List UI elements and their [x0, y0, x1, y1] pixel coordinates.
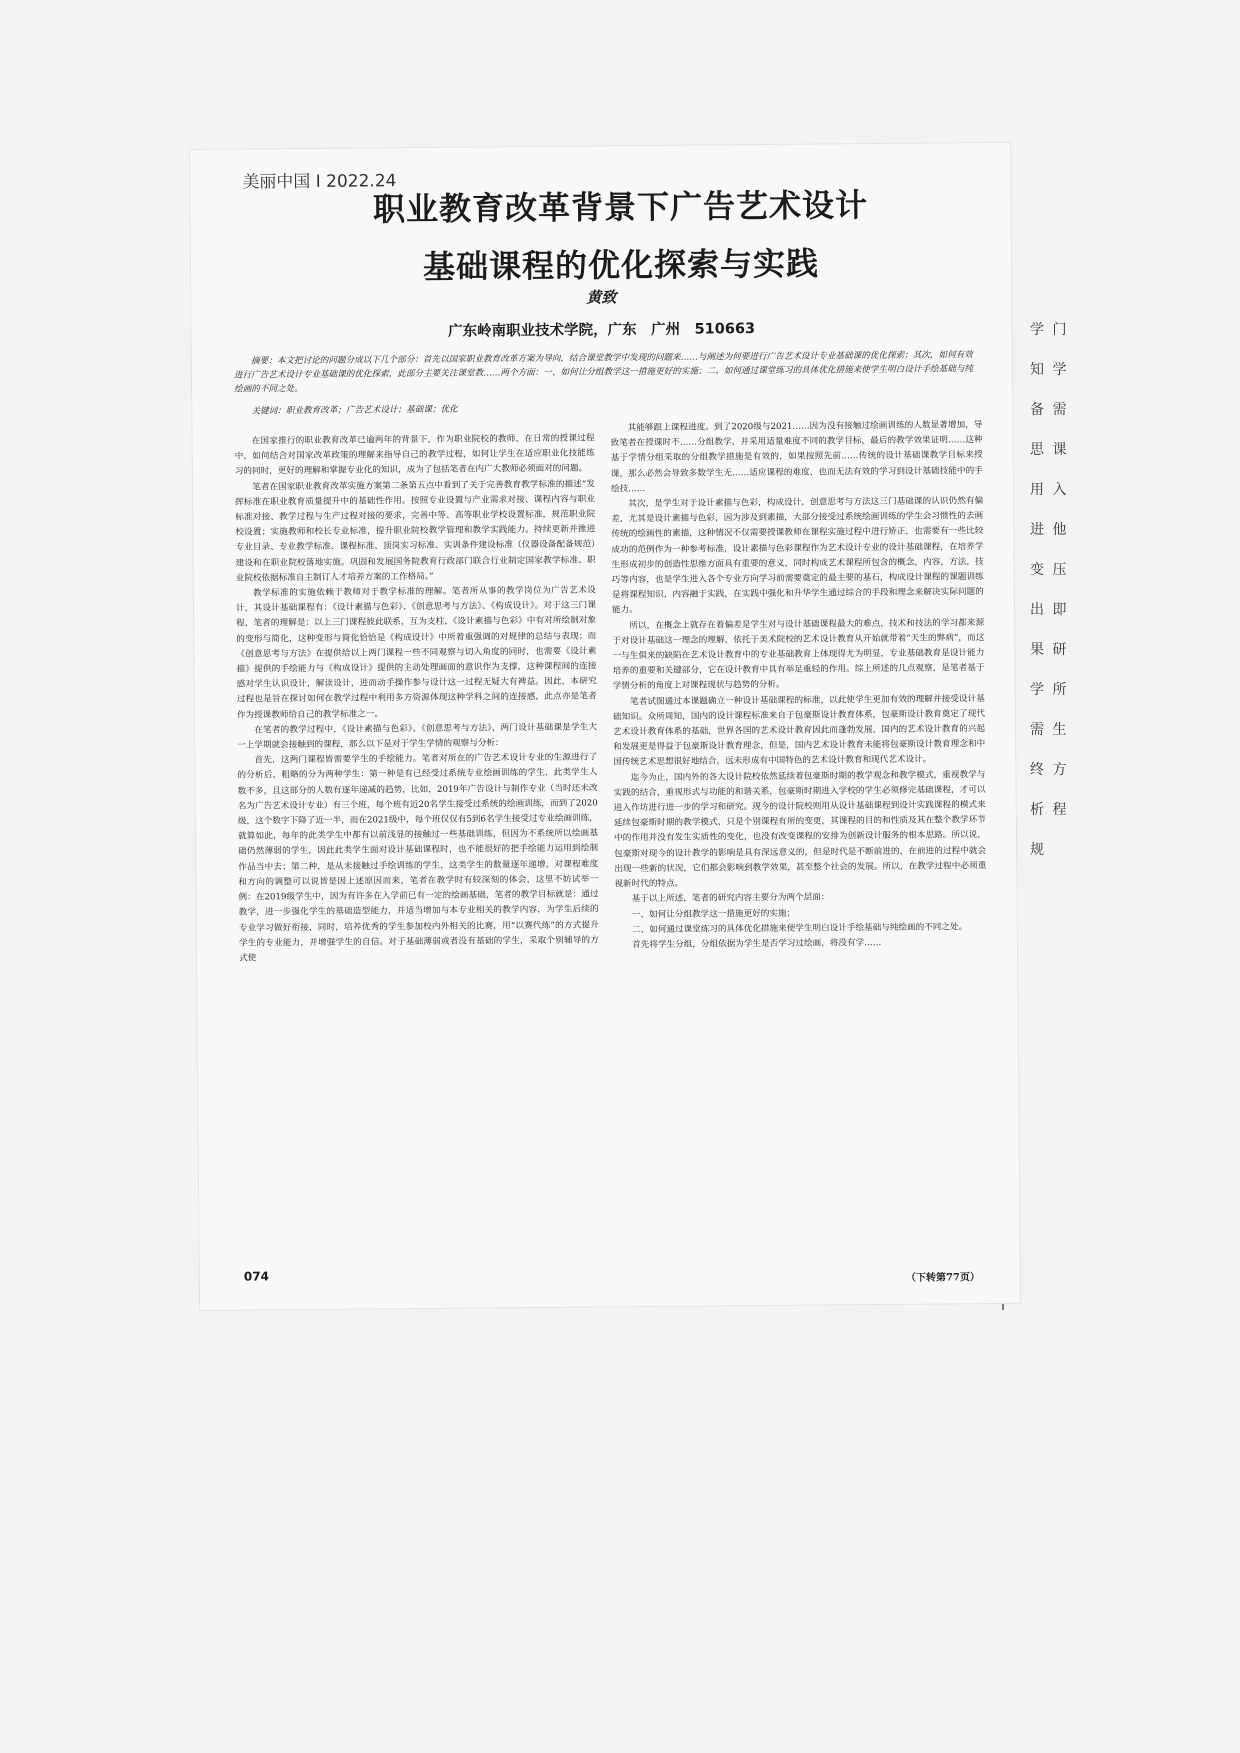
paragraph: 笔者在国家职业教育改革实施方案第二条第五点中看到了关于完善教育教学标准的描述“发挥标准在职业教育质量提升中的基础性作用。按照专业设置与产业需求对接、课程内容与职业标准对接、教学过程与生产过程对接的要求，完善中等、高等职业学校设置标准，规范职业院校设置；实施教师和校长专业标准，提升职业院校教学管理和教学实践能力。持续更新并推进专业目录、专业教学标准、课程标准、顶岗实习标准、实训条件建设标准（仪器设备配备规范）建设和在职业院校落地实施。巩固和发展国务院教育行政部门联合行业制定国家教学标准、职业院校依据标准自主制订人才培养方案的工作格局。”	[235, 479, 596, 584]
paragraph: 首先，这两门课程皆需要学生的手绘能力。笔者对所在的广告艺术设计专业的生源进行了的分析后，粗略的分为两种学生：第一种是有已经受过系统专业绘画训练的学生，此类学生人数不多，且这部分的人数有逐年递减的趋势，比如，2019年广告设计与制作专业（当时还未改名为广告艺术设计专业）有三个班，每个班有近20名学生接受过系统的绘画训练，而到了2020级，这个数字下降了近一半，而在2021级中，每个班仅仅有5到6名学生接受过专业绘画训练，就算如此，每年的此类学生中都有以前浅显的接触过一些基础训练，但因为不系统所以绘画基础仍然薄弱的学生，因此此类学生面对设计基础课程时，也不能很好的把手绘能力运用到绘制作品当中去；第二种，是从未接触过手绘训练的学生，这类学生的数量逐年递增，对课程难度和方向的调整可以说皆是因上述原因而来，笔者在教学时有较深刻的体会，这里不妨试举一例：在2019级学生中，因为有许多在入学前已有一定的绘画基础，笔者的教学目标就是：通过教学，进一步强化学生的基础造型能力，并适当增加与本专业相关的教学内容，为学生后续的专业学习做好衔接，同时，培养优秀的学生参加校内外相关的比赛，用“以赛代练”的方式提升学生的专业能力，并增强学生的自信。对于基础薄弱或者没有基础的学生，采取个别辅导的方式使	[237, 752, 599, 964]
title-line-1: 职业教育改革背景下广告艺术设计	[372, 186, 869, 229]
paragraph: 在国家推行的职业教育改革已逾两年的背景下，作为职业院校的教师，在日常的授课过程中，如何结合对国家改革政策的理解来指导自己的教学过程，如何让学生在适应职业化技能练习的同时，更好的理解和掌握专业化的知识，成为了包括笔者在内广大教师必须面对的问题。	[234, 433, 595, 478]
body-column-left	[234, 431, 599, 966]
continued-note: （下转第77页）	[905, 1272, 980, 1284]
paragraph: 其能够跟上课程进度。到了2020级与2021……因为没有接触过绘画训练的人数显著增加，导致笔者在授课时不……分组教学，并采用适量难度不同的教学目标，最后的教学效果证明……这种基于学情分组采取的分组教学措施是有效的，如果按照先前……传统的设计基础课教学目标来授课，那么必然会导致多数学生无……适应课程的难度，也而无法有效的学习到设计基础技能中的手绘技……	[610, 420, 983, 495]
paragraph: 其次，是学生对于设计素描与色彩，构成设计，创意思考与方法这三门基础课的认识仍然有偏差，尤其是设计素描与色彩，因为涉及到素描，大部分接受过系统绘画训练的学生会习惯性的去画传统的绘画性的素描，这种情况不仅需要授课教师在课程实施过程中进行矫正，也需要有一些比较成功的范例作为一种参考标准，设计素描与色彩课程作为艺术设计专业的设计基础课程，在培养学生形成初步的创造性思维方面具有重要的意义，同时构成艺术课程所包含的概念，内容，方法，技巧等内容，也是学生进入各个专业方向学习前需要奠定的最主要的基石，构成设计课程的课题训练是将课程知识，内容融于实践，在实践中强化和升华学生通过综合的手段和理念来解决实际问题的能力。	[611, 496, 984, 616]
running-head: 美丽中国 I 2022.24	[242, 171, 397, 193]
page-number: 074	[243, 1269, 269, 1284]
paragraph: 一、如何让分组教学这一措施更好的实施；	[631, 908, 796, 920]
paragraph: 迄今为止，国内外的各大设计院校依然延续着包豪斯时期的教学观念和教学模式，重视教学与实践的结合，重视形式与功能的和谐关系，包豪斯时期进入学校的学生必须修完基础课程，才可以进入作坊进行进一步的学习和研究。现今的设计院校则用从设计基础课程到设计实践课程的模式来延续包豪斯时期的教学模式，只是个别课程有所的变更，其课程的目的和性质及其在整个教学环节中的作用并没有发生实质性的变化，也没有改变课程的安排为创新设计服务的根本思路。所以说，包豪斯对现今的设计教学的影响是具有深远意义的，但是时代是不断前进的，在前进的过程中就会出现一些新的状况，它们都会影响到教学效果，甚至整个社会的发展。所以，在教学过程中必须重视新时代的特点。	[613, 769, 987, 890]
author-name: 黄致	[586, 288, 617, 307]
paragraph: 基于以上所述，笔者的研究内容主要分为两个层面：	[631, 892, 830, 905]
body-column-right	[610, 418, 987, 953]
keywords: 关键词：职业教育改革；广告艺术设计；基础课；优化	[251, 404, 458, 417]
paragraph: 所以，在概念上就存在着偏差是学生对与设计基础课程最大的难点，技术和技法的学习都来源于对设计基础这一理念的理解，依托于美术院校的艺术设计教育从开始就带着“天生的弊病”，而这一与生俱来的缺陷在艺术设计教育中的专业基础教育上体现得尤为明显，专业基础教育是设计能力培养的重要和关键部分，它在设计教育中具有举足重轻的作用。综上所述的几点观察，是笔者基于学情分析的角度上对课程现状与趋势的分析。	[612, 617, 985, 692]
paragraph: 在笔者的教学过程中，《设计素描与色彩》、《创意思考与方法》，两门设计基础课是学生大一上学期就会接触到的课程，那么以下是对于学生学情的观察与分析：	[237, 722, 598, 751]
paragraph: 二、如何通过课堂练习的具体优化措施来使学生明白设计手绘基础与纯绘画的不同之处。	[631, 921, 968, 935]
article-title	[310, 176, 931, 297]
paragraph: 教学标准的实施依赖于教师对于教学标准的理解。笔者所从事的教学岗位为广告艺术设计，其设计基础课程有：《设计素描与色彩》、《创意思考与方法》、《构成设计》。对于这三门课程，笔者的理解是：以上三门课程彼此联系，互为支柱，《设计素描与色彩》中有对所绘制对象的变形与简化，这种变形与简化恰恰是《构成设计》中所着重强调的对规律的总结与表现；而《创意思考与方法》在提供给以上两门课程一些不同观察与切入角度的同时，也需要《设计素描》提供的手绘能力与《构成设计》提供的主动处理画面的意识作为支撑，这种课程间的连接感对学生认识设计，解读设计，进而动手操作参与设计这一过程无疑大有裨益。因此，本研究过程也是旨在探讨如何在教学过程中利用多方资源体现这种学科之间的连接感，此点亦是笔者作为授课教师给自己的教学标准之一。	[235, 585, 597, 721]
paragraph: 首先将学生分组，分组依据为学生是否学习过绘画，将没有学……	[632, 937, 882, 951]
scanned-page	[190, 143, 1020, 1310]
title-line-2: 基础课程的优化探索与实践	[422, 244, 820, 286]
abstract: 摘要：本文把讨论的问题分成以下几个部分：首先以国家职业教育改革方案为导向，结合课堂教学中发现的问题来……与阐述为何要进行广告艺术设计专业基础课的优化探索；其次，如何有效进行广告艺术设计专业基础课的优化探索，此部分主要关注课堂教……两个方面：一、如何让分组教学这一措施更好的实施；二、如何通过课堂练习的具体优化措施来使学生明白设计手绘基础与纯绘画的不同之处。	[233, 350, 974, 395]
adjacent-page-bleed-text: 学 门 知 学 备 需 思 课 用 入 进 他 变 压 出 即 果 研 学 所 需 生 终 方 析 程 规	[1030, 322, 1069, 858]
author-affiliation: 广东岭南职业技术学院，广东 广州 510663	[447, 321, 756, 340]
paragraph: 笔者试图通过本课题确立一种设计基础课程的标准，以此使学生更加有效的理解并接受设计基础知识。众所周知，国内的设计课程标准来自于包豪斯设计教育体系，包豪斯设计教育奠定了现代艺术设计教育体系的基础，世界各国的艺术设计教育因此而蓬勃发展，国内的艺术设计教育的兴起和发展更是得益于包豪斯设计教育理念，但是，国内艺术设计教育未能将包豪斯设计教育理念和中国传统艺术思想很好地结合，远未形成有中国特色的艺术设计教育和现代艺术设计。	[612, 693, 986, 768]
